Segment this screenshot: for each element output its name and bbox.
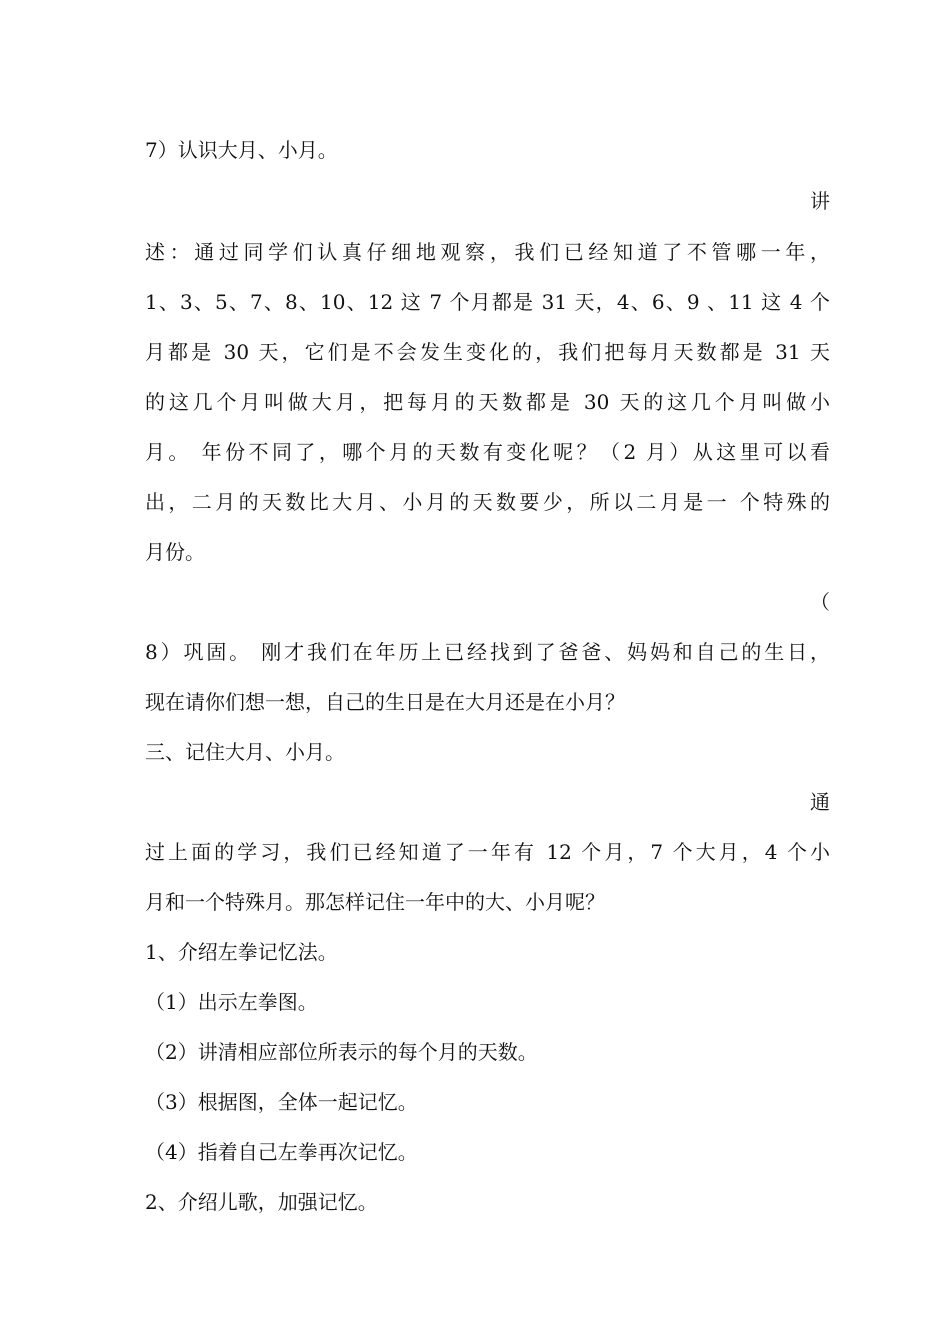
text-line: 月都是 30 天，它们是不会发生变化的，我们把每月天数都是 31 天 <box>145 340 830 364</box>
text-line-section-8: 8）巩固。 刚才我们在年历上已经找到了爸爸、妈妈和自己的生日， <box>145 640 830 664</box>
text-line-list-item: 2、介绍儿歌，加强记忆。 <box>145 1190 378 1214</box>
text-line-section-heading: 三、记住大月、小月。 <box>145 740 345 764</box>
text-line-sub-item: （1）出示左拳图。 <box>145 990 318 1014</box>
text-line: 出，二月的天数比大月、小月的天数要少，所以二月是一 个特殊的 <box>145 490 830 514</box>
text-line-right-fragment: （ <box>810 590 830 614</box>
text-line: 月和一个特殊月。那怎样记住一年中的大、小月呢？ <box>145 890 605 914</box>
text-line-right-fragment: 讲 <box>810 189 830 213</box>
text-line-section-7-title: 7）认识大月、小月。 <box>145 138 338 162</box>
text-line-sub-item: （3）根据图，全体一起记忆。 <box>145 1090 418 1114</box>
text-line: 月。 年份不同了，哪个月的天数有变化呢？（2 月）从这里可以看 <box>145 440 830 464</box>
text-line: 过上面的学习，我们已经知道了一年有 12 个月，7 个大月，4 个小 <box>145 840 830 864</box>
text-line-sub-item: （2）讲清相应部位所表示的每个月的天数。 <box>145 1040 538 1064</box>
text-line: 述：通过同学们认真仔细地观察，我们已经知道了不管哪一年， <box>145 240 830 264</box>
text-line: 现在请你们想一想，自己的生日是在大月还是在小月？ <box>145 690 625 714</box>
text-line-list-item: 1、介绍左拳记忆法。 <box>145 940 338 964</box>
text-line: 的这几个月叫做大月，把每月的天数都是 30 天的这几个月叫做小 <box>145 390 830 414</box>
text-line-right-fragment: 通 <box>810 790 830 814</box>
text-line-sub-item: （4）指着自己左拳再次记忆。 <box>145 1140 418 1164</box>
text-line: 1、3、5、7、8、10、12 这 7 个月都是 31 天，4、6、9 、11 这 4 个 <box>145 290 830 314</box>
text-line: 月份。 <box>145 540 205 564</box>
